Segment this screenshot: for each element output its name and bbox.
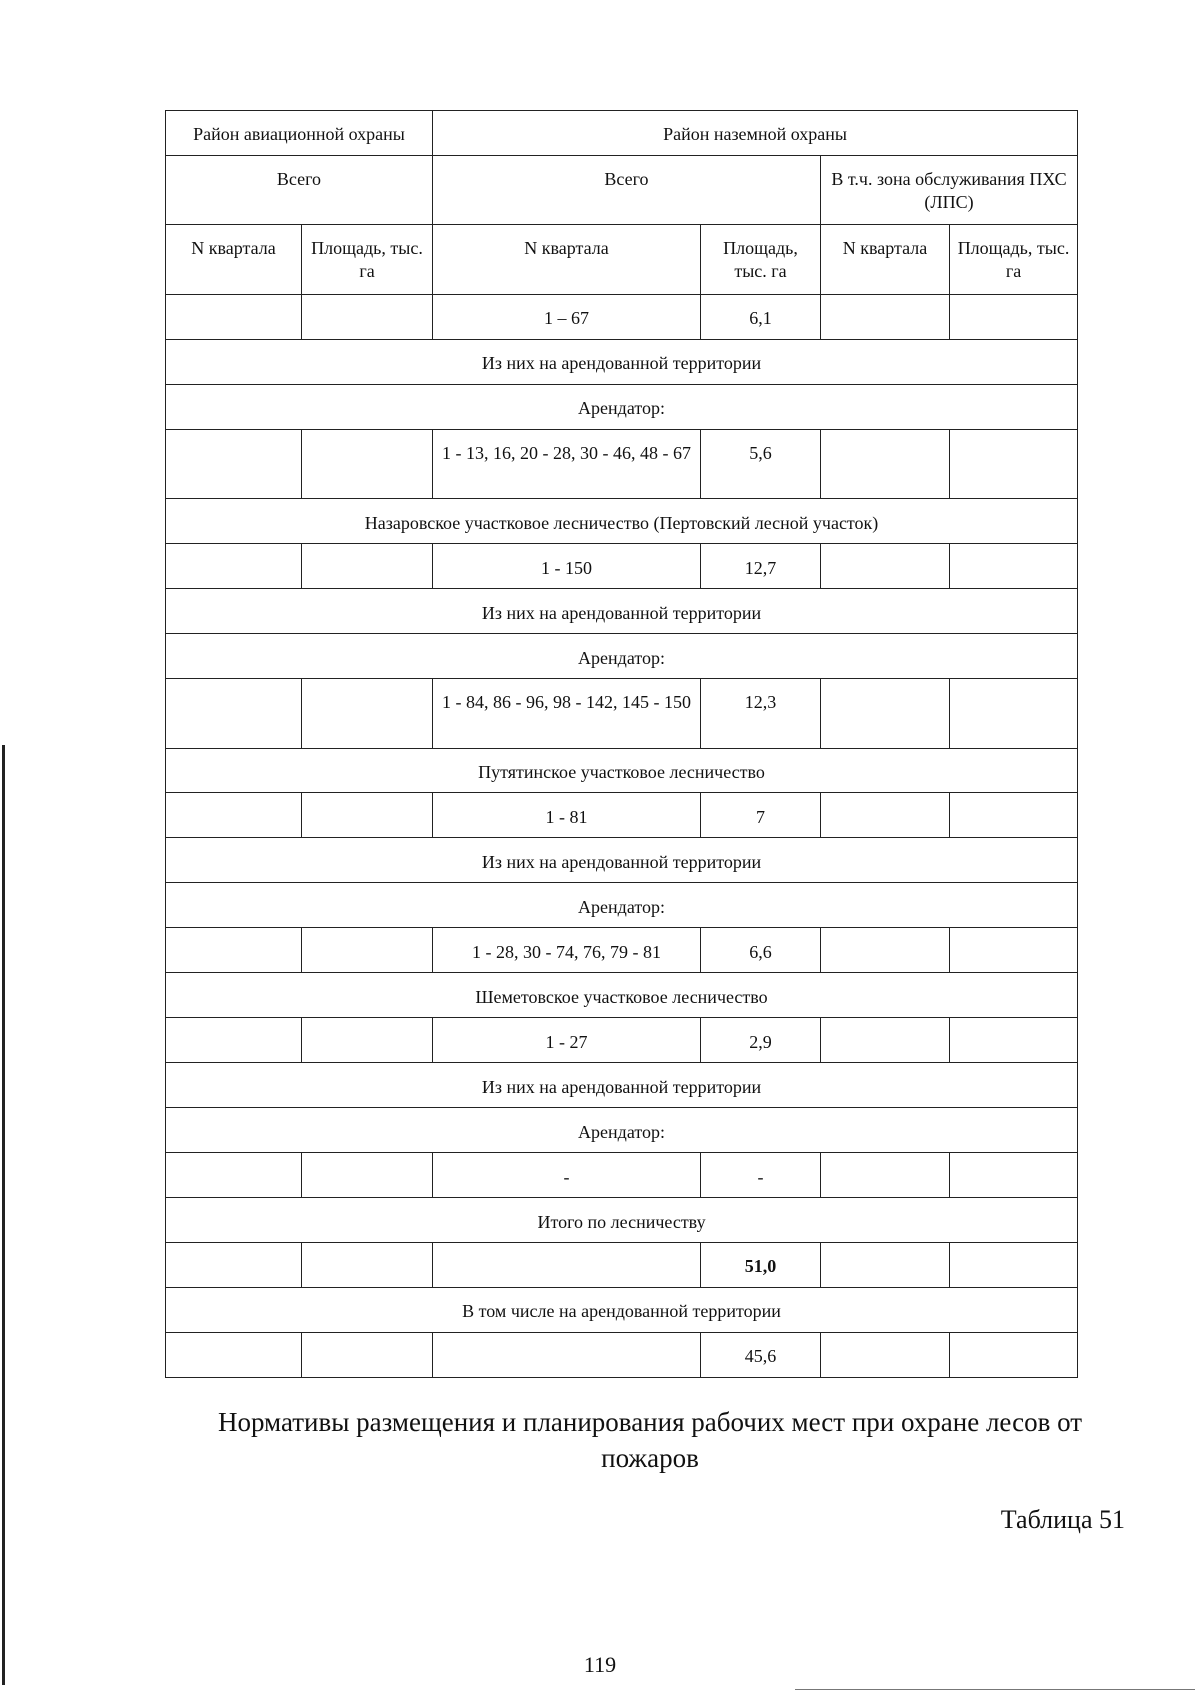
document-heading: Нормативы размещения и планирования рабочих мест при охране лесов от пожаров xyxy=(217,1407,1083,1473)
header-row-1 xyxy=(166,111,1078,156)
section-row xyxy=(166,589,1078,634)
section-label: Итого по лесничеству xyxy=(166,1198,1078,1243)
ground-area-cell: 12,3 xyxy=(701,679,821,748)
section-row xyxy=(166,838,1078,883)
section-row xyxy=(166,883,1078,928)
ground-quarter-cell: 1 - 84, 86 - 96, 98 - 142, 145 - 150 xyxy=(433,679,701,748)
table-row xyxy=(166,1018,1078,1063)
table-row xyxy=(166,1242,1078,1287)
service-quarter-cell xyxy=(821,1242,950,1287)
quarter-column-header: N квартала xyxy=(166,225,302,294)
table-row xyxy=(166,1332,1078,1377)
section-label: Арендатор: xyxy=(166,634,1078,679)
service-quarter-cell xyxy=(821,1153,950,1198)
service-area-cell xyxy=(950,1153,1078,1198)
service-area-cell xyxy=(950,679,1078,748)
service-quarter-cell xyxy=(821,679,950,748)
aviation-quarter-cell xyxy=(166,1153,302,1198)
ground-area-cell: 51,0 xyxy=(701,1242,821,1287)
aviation-area-cell xyxy=(302,1018,433,1063)
service-area-cell xyxy=(950,793,1078,838)
ground-area-cell: - xyxy=(701,1153,821,1198)
scan-edge-mark xyxy=(2,745,5,1685)
aviation-quarter-cell xyxy=(166,1018,302,1063)
ground-area-cell: 7 xyxy=(701,793,821,838)
service-area-cell xyxy=(950,1242,1078,1287)
ground-area-cell: 2,9 xyxy=(701,1018,821,1063)
section-label: Арендатор: xyxy=(166,1108,1078,1153)
table-row xyxy=(166,679,1078,748)
aviation-area-cell xyxy=(302,544,433,589)
section-row xyxy=(166,339,1078,384)
service-quarter-cell xyxy=(821,1332,950,1377)
ground-zone-header: Район наземной охраны xyxy=(433,111,1078,156)
aviation-quarter-cell xyxy=(166,793,302,838)
aviation-area-cell xyxy=(302,679,433,748)
section-label: Арендатор: xyxy=(166,384,1078,429)
service-quarter-cell xyxy=(821,928,950,973)
aviation-area-cell xyxy=(302,429,433,498)
table-number-label: Таблица 51 xyxy=(1000,1505,1125,1534)
ground-quarter-cell xyxy=(433,1242,701,1287)
section-label: Путятинское участковое лесничество xyxy=(166,748,1078,793)
ground-quarter-cell: 1 - 28, 30 - 74, 76, 79 - 81 xyxy=(433,928,701,973)
quarter-column-header: N квартала xyxy=(433,225,701,294)
section-label: Из них на арендованной территории xyxy=(166,1063,1078,1108)
ground-total-header: Всего xyxy=(433,155,821,224)
service-area-cell xyxy=(950,1332,1078,1377)
area-column-header: Площадь, тыс. га xyxy=(950,225,1078,294)
area-column-header: Площадь, тыс. га xyxy=(701,225,821,294)
ground-area-cell: 12,7 xyxy=(701,544,821,589)
table-row xyxy=(166,429,1078,498)
section-row xyxy=(166,1198,1078,1243)
service-area-cell xyxy=(950,294,1078,339)
page-number: 119 xyxy=(583,1652,617,1677)
ground-area-cell: 6,1 xyxy=(701,294,821,339)
aviation-quarter-cell xyxy=(166,429,302,498)
table-row xyxy=(166,793,1078,838)
section-row xyxy=(166,634,1078,679)
ground-quarter-cell: - xyxy=(433,1153,701,1198)
aviation-area-cell xyxy=(302,793,433,838)
service-quarter-cell xyxy=(821,544,950,589)
section-row xyxy=(166,1108,1078,1153)
aviation-quarter-cell xyxy=(166,1242,302,1287)
section-label: Из них на арендованной территории xyxy=(166,589,1078,634)
table-row xyxy=(166,1153,1078,1198)
ground-area-cell: 45,6 xyxy=(701,1332,821,1377)
service-quarter-cell xyxy=(821,429,950,498)
aviation-zone-header: Район авиационной охраны xyxy=(166,111,433,156)
footer-rule xyxy=(795,1689,1195,1690)
section-row xyxy=(166,384,1078,429)
service-area-cell xyxy=(950,429,1078,498)
aviation-area-cell xyxy=(302,1332,433,1377)
ground-area-cell: 6,6 xyxy=(701,928,821,973)
section-row xyxy=(166,748,1078,793)
aviation-area-cell xyxy=(302,294,433,339)
ground-quarter-cell: 1 - 27 xyxy=(433,1018,701,1063)
ground-quarter-cell: 1 - 13, 16, 20 - 28, 30 - 46, 48 - 67 xyxy=(433,429,701,498)
table-row xyxy=(166,294,1078,339)
section-label: Шеметовское участковое лесничество xyxy=(166,973,1078,1018)
ground-area-cell: 5,6 xyxy=(701,429,821,498)
aviation-total-header: Всего xyxy=(166,155,433,224)
header-row-2 xyxy=(166,155,1078,224)
service-area-cell xyxy=(950,1018,1078,1063)
section-label: В том числе на арендованной территории xyxy=(166,1287,1078,1332)
aviation-area-cell xyxy=(302,1242,433,1287)
quarter-column-header: N квартала xyxy=(821,225,950,294)
ground-quarter-cell: 1 – 67 xyxy=(433,294,701,339)
service-quarter-cell xyxy=(821,793,950,838)
aviation-area-cell xyxy=(302,1153,433,1198)
service-area-cell xyxy=(950,928,1078,973)
service-zone-header: В т.ч. зона обслуживания ПХС (ЛПС) xyxy=(821,155,1078,224)
section-row xyxy=(166,1287,1078,1332)
section-row xyxy=(166,499,1078,544)
section-label: Арендатор: xyxy=(166,883,1078,928)
ground-quarter-cell xyxy=(433,1332,701,1377)
section-label: Из них на арендованной территории xyxy=(166,339,1078,384)
header-row-3 xyxy=(166,225,1078,294)
ground-quarter-cell: 1 - 81 xyxy=(433,793,701,838)
table-row xyxy=(166,928,1078,973)
aviation-quarter-cell xyxy=(166,679,302,748)
forest-protection-table xyxy=(165,110,1078,1378)
section-row xyxy=(166,1063,1078,1108)
aviation-quarter-cell xyxy=(166,294,302,339)
section-row xyxy=(166,973,1078,1018)
aviation-quarter-cell xyxy=(166,1332,302,1377)
aviation-quarter-cell xyxy=(166,928,302,973)
aviation-quarter-cell xyxy=(166,544,302,589)
ground-quarter-cell: 1 - 150 xyxy=(433,544,701,589)
area-column-header: Площадь, тыс. га xyxy=(302,225,433,294)
service-quarter-cell xyxy=(821,1018,950,1063)
service-area-cell xyxy=(950,544,1078,589)
service-quarter-cell xyxy=(821,294,950,339)
table-row xyxy=(166,544,1078,589)
section-label: Из них на арендованной территории xyxy=(166,838,1078,883)
section-label: Назаровское участковое лесничество (Пертовский лесной участок) xyxy=(166,499,1078,544)
aviation-area-cell xyxy=(302,928,433,973)
